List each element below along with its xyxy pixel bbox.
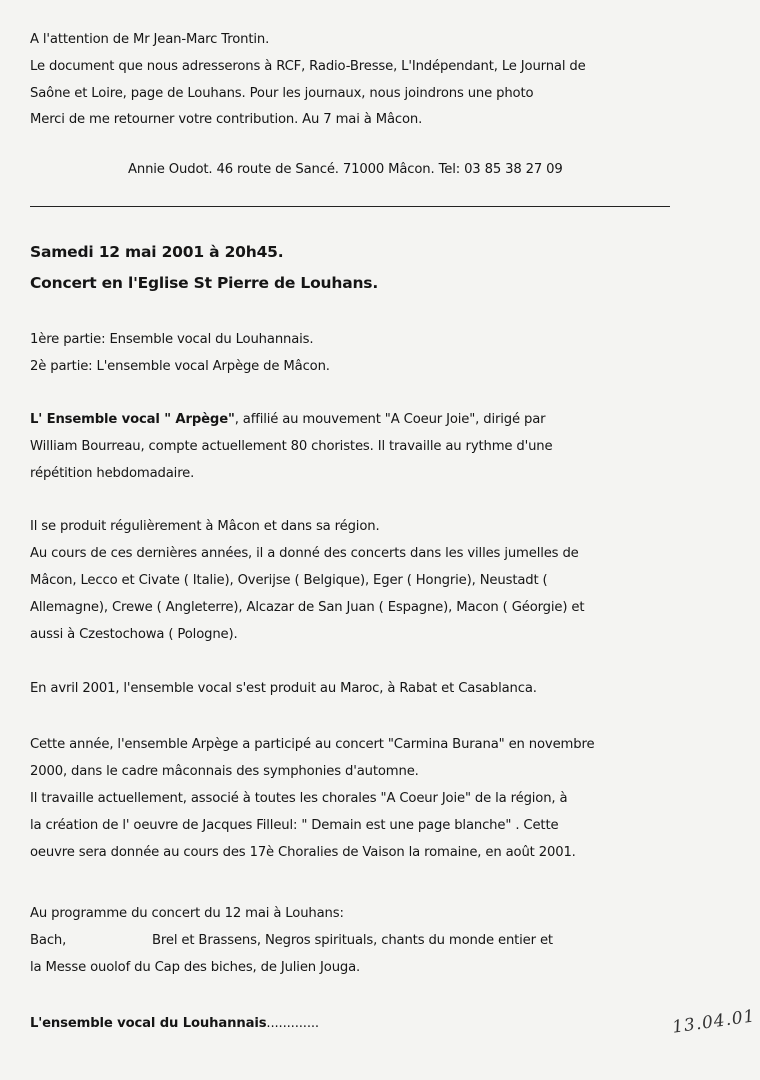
event-date: Samedi 12 mai 2001 à 20h45.: [30, 243, 284, 261]
programme-line-2b: Brel et Brassens, Negros spirituals, chants du monde entier et: [152, 933, 553, 948]
para2-line-5: aussi à Czestochowa ( Pologne).: [30, 627, 238, 642]
programme-line-2a: Bach,: [30, 933, 67, 948]
para4-line-2: 2000, dans le cadre mâconnais des symphonies d'automne.: [30, 764, 419, 779]
para1-line-2: [30, 439, 552, 454]
para2-line-2: Au cours de ces dernières années, il a donné des concerts dans les villes jumelles de: [30, 546, 579, 561]
para4-line-5: oeuvre sera donnée au cours des 17è Choralies de Vaison la romaine, en août 2001.: [30, 845, 576, 860]
para3-line-1: En avril 2001, l'ensemble vocal s'est produit au Maroc, à Rabat et Casablanca.: [30, 681, 537, 696]
program-part-2: 2è partie: L'ensemble vocal Arpège de Mâcon.: [30, 359, 330, 374]
para4-line-4: la création de l' oeuvre de Jacques Filleul: " Demain est une page blanche" . Cette: [30, 818, 559, 833]
intro-line-3: Saône et Loire, page de Louhans. Pour les journaux, nous joindrons une photo: [30, 86, 534, 101]
programme-line-1: Au programme du concert du 12 mai à Louhans:: [30, 906, 344, 921]
para2-line-1: Il se produit régulièrement à Mâcon et dans sa région.: [30, 519, 380, 534]
para1-line-2-text: William Bourreau, compte actuellement 80 choristes. Il travaille au rythme d'une: [30, 439, 553, 454]
closing-bold: L'ensemble vocal du Louhannais: [30, 1016, 267, 1031]
ensemble-name-bold: L' Ensemble vocal " Arpège": [30, 412, 235, 427]
intro-line-2: Le document que nous adresserons à RCF, Radio-Bresse, L'Indépendant, Le Journal de: [30, 59, 586, 74]
programme-line-3: la Messe ouolof du Cap des biches, de Julien Jouga.: [30, 960, 361, 975]
closing-line: [30, 1016, 319, 1031]
contact-line: Annie Oudot. 46 route de Sancé. 71000 Mâcon. Tel: 03 85 38 27 09: [128, 162, 563, 177]
para2-line-4: Allemagne), Crewe ( Angleterre), Alcazar de San Juan ( Espagne), Macon ( Géorgie) et: [30, 600, 585, 615]
program-part-1: 1ère partie: Ensemble vocal du Louhannais.: [30, 332, 314, 347]
intro-line-4: Merci de me retourner votre contribution. Au 7 mai à Mâcon.: [30, 112, 423, 127]
para4-line-1: Cette année, l'ensemble Arpège a participé au concert "Carmina Burana" en novembre: [30, 737, 595, 752]
handwritten-date: 13.04.01: [671, 1006, 757, 1038]
attention-line: A l'attention de Mr Jean-Marc Trontin.: [30, 32, 270, 47]
closing-dots: .............: [266, 1016, 319, 1031]
separator-rule: [30, 206, 670, 207]
para1-line-1: [30, 412, 545, 427]
para2-line-3: Mâcon, Lecco et Civate ( Italie), Overijse ( Belgique), Eger ( Hongrie), Neustadt (: [30, 573, 548, 588]
para4-line-3: Il travaille actuellement, associé à toutes les chorales "A Coeur Joie" de la région, à: [30, 791, 568, 806]
event-venue: Concert en l'Eglise St Pierre de Louhans.: [30, 274, 379, 292]
para1-line-1-rest: , affilié au mouvement "A Coeur Joie", dirigé par: [234, 412, 546, 427]
para1-line-3: répétition hebdomadaire.: [30, 466, 195, 481]
